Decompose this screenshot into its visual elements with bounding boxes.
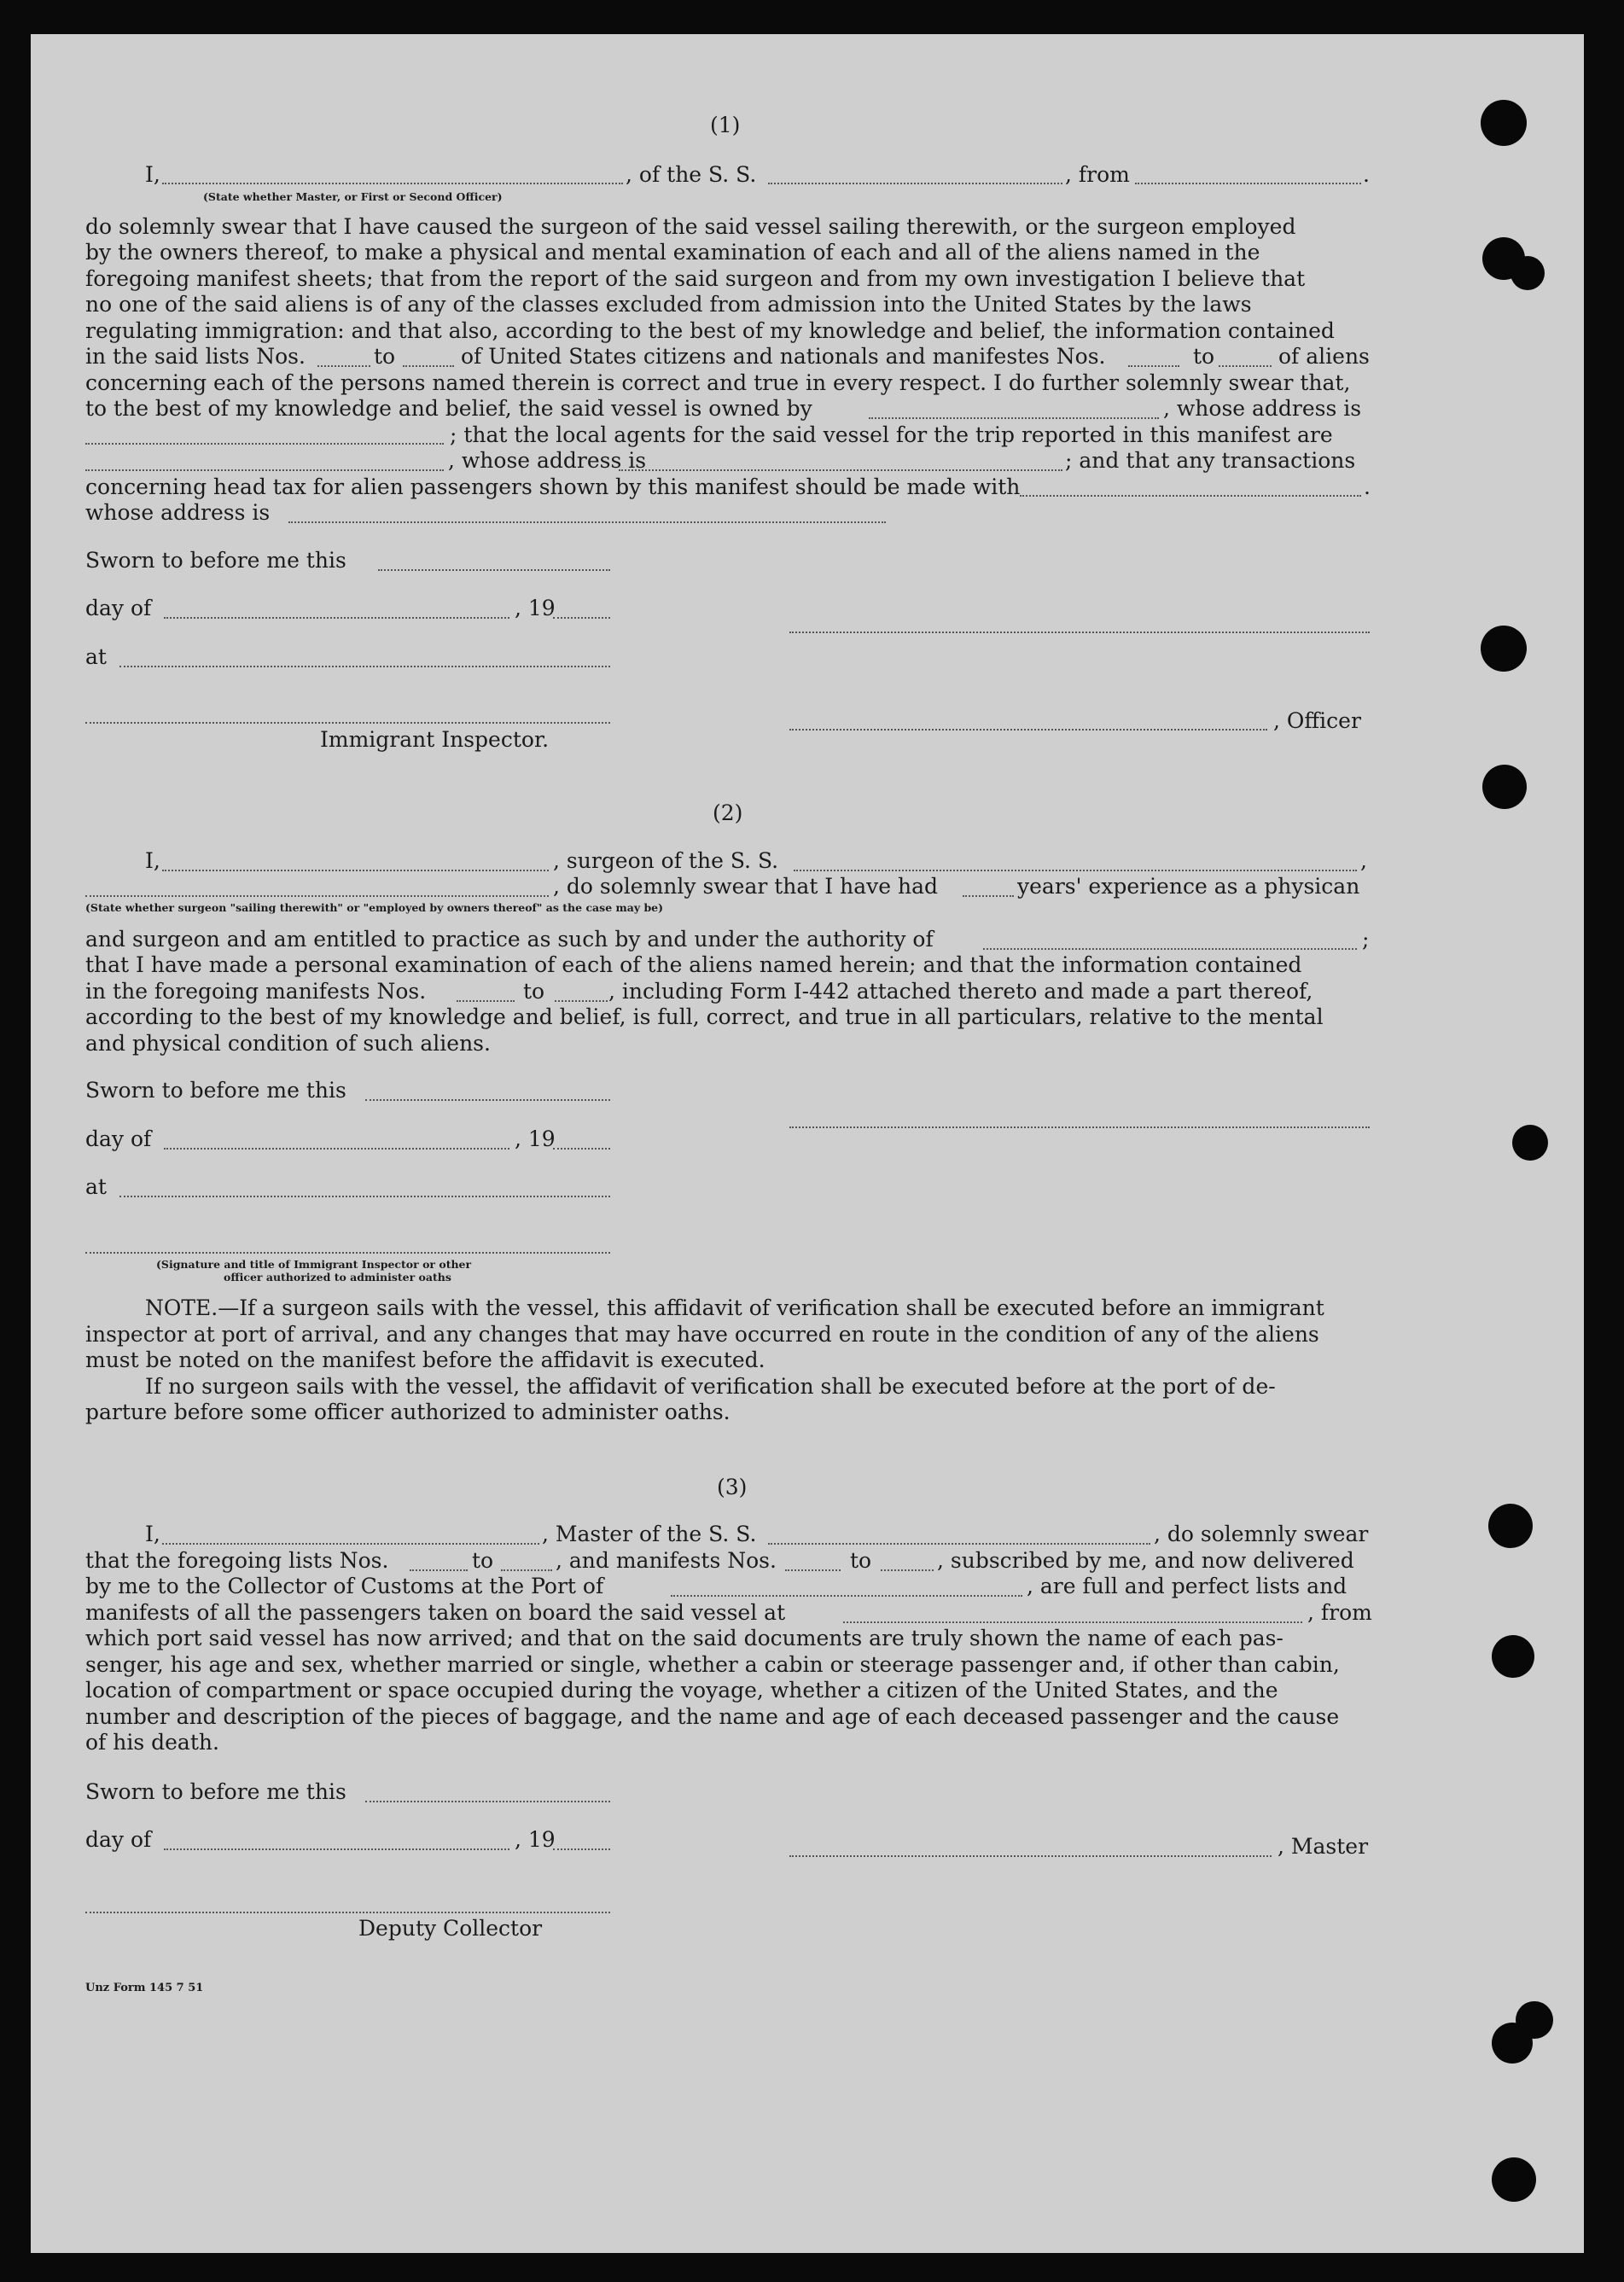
- sworn-place-field[interactable]: [119, 666, 610, 667]
- collector-signature-line[interactable]: [85, 1912, 610, 1913]
- surgeon-signature-line[interactable]: [789, 1126, 1370, 1128]
- s2-body: that I have made a personal examination of each of the aliens named herein; and that the information contained: [85, 952, 1302, 977]
- sworn-day-field[interactable]: [378, 569, 610, 571]
- sworn-label: Sworn to before me this: [85, 548, 346, 573]
- s1-body: regulating immigration: and that also, according to the best of my knowledge and belief, the information contained: [85, 318, 1335, 343]
- surgeon-name-field[interactable]: [162, 870, 549, 871]
- surgeon-status-field[interactable]: [85, 895, 549, 897]
- day-of-label: day of: [85, 596, 152, 620]
- s3-sworn-year-field[interactable]: [553, 1848, 610, 1850]
- s2-inspector-signature-line[interactable]: [85, 1252, 610, 1254]
- s3-body: number and description of the pieces of baggage, and the name and age of each deceased passenger and the cause: [85, 1704, 1340, 1729]
- s1-body: to the best of my knowledge and belief, the said vessel is owned by: [85, 396, 812, 421]
- s2-sworn-month-field[interactable]: [164, 1148, 509, 1150]
- owner-field[interactable]: [869, 417, 1159, 419]
- punch-hole: [1492, 2023, 1533, 2064]
- s3-vessel-field[interactable]: [768, 1543, 1150, 1545]
- s3-lists-to-field[interactable]: [501, 1569, 552, 1571]
- s3-body: by me to the Collector of Customs at the Port of: [85, 1574, 604, 1598]
- s1-body: of aliens: [1278, 344, 1370, 369]
- officer-label: , Officer: [1273, 708, 1361, 733]
- manifests-from-field[interactable]: [1128, 365, 1179, 367]
- surgeon-vessel-field[interactable]: [794, 870, 1357, 871]
- note-text: must be noted on the manifest before the affidavit is executed.: [85, 1348, 765, 1372]
- s3-body: manifests of all the passengers taken on board the said vessel at: [85, 1600, 786, 1625]
- s1-body: , whose address is: [1163, 396, 1362, 421]
- note-text: NOTE.—If a surgeon sails with the vessel, this affidavit of verification shall be executed before an immigrant: [145, 1295, 1324, 1320]
- s2-body: I,: [145, 848, 160, 873]
- s1-body: ; and that any transactions: [1065, 448, 1356, 473]
- s3-master-name-field[interactable]: [162, 1543, 539, 1545]
- port-from-field[interactable]: [1135, 183, 1361, 184]
- inspector-signature-line[interactable]: [85, 722, 610, 724]
- s3-body: , Master of the S. S.: [542, 1522, 757, 1546]
- s3-body: which port said vessel has now arrived; and that on the said documents are truly shown the name of each pas-: [85, 1626, 1283, 1650]
- day-of-label: day of: [85, 1827, 152, 1852]
- punch-hole: [1492, 2157, 1536, 2202]
- authority-field[interactable]: [983, 948, 1357, 950]
- sworn-label: Sworn to before me this: [85, 1779, 346, 1804]
- s2-note: (State whether surgeon "sailing therewith" or "employed by owners thereof" as the case may be): [85, 901, 664, 914]
- punch-hole: [1510, 256, 1545, 290]
- year-label: , 19: [515, 1126, 556, 1151]
- boarding-port-field[interactable]: [843, 1621, 1302, 1623]
- punch-hole: [1488, 1504, 1533, 1548]
- day-of-label: day of: [85, 1126, 152, 1151]
- punch-hole: [1481, 100, 1527, 146]
- s1-i: I,: [145, 162, 160, 187]
- s3-manifests-from-field[interactable]: [785, 1569, 841, 1571]
- vessel-name-field[interactable]: [768, 183, 1062, 184]
- s3-sworn-day-field[interactable]: [365, 1801, 610, 1802]
- s2-body: years' experience as a physican: [1017, 874, 1360, 899]
- s1-body: concerning each of the persons named therein is correct and true in every respect. I do further solemnly swear that,: [85, 370, 1351, 395]
- s1-from: , from: [1065, 162, 1130, 187]
- note-text: If no surgeon sails with the vessel, the affidavit of verification shall be executed before at the port of de-: [145, 1374, 1276, 1399]
- s3-body: to: [472, 1548, 494, 1573]
- s1-body: whose address is: [85, 500, 271, 525]
- s2-sworn-day-field[interactable]: [365, 1099, 610, 1101]
- s2-body: and physical condition of such aliens.: [85, 1031, 491, 1056]
- note-text: parture before some officer authorized to administer oaths.: [85, 1400, 731, 1424]
- years-experience-field[interactable]: [963, 895, 1014, 897]
- s1-body: in the said lists Nos.: [85, 344, 306, 369]
- s2-sworn-place-field[interactable]: [119, 1196, 610, 1197]
- lists-to-field[interactable]: [403, 365, 454, 367]
- s3-body: to: [850, 1548, 872, 1573]
- head-tax-contact-field[interactable]: [1020, 495, 1361, 497]
- s1-body: to: [374, 344, 396, 369]
- s2-sworn-year-field[interactable]: [553, 1148, 610, 1150]
- s1-body: to: [1193, 344, 1215, 369]
- form-id: Unz Form 145 7 51: [85, 1982, 204, 1994]
- s1-body: , whose address is: [448, 448, 647, 473]
- s3-body: location of compartment or space occupied during the voyage, whether a citizen of the United States, and the: [85, 1678, 1278, 1703]
- s3-body: that the foregoing lists Nos.: [85, 1548, 389, 1573]
- s3-sworn-month-field[interactable]: [164, 1848, 509, 1850]
- owner-address-field[interactable]: [85, 443, 444, 445]
- port-of-field[interactable]: [671, 1595, 1022, 1597]
- s1-body: concerning head tax for alien passengers shown by this manifest should be made with: [85, 474, 1021, 499]
- s3-body: , do solemnly swear: [1154, 1522, 1369, 1546]
- s1-body: of United States citizens and nationals and manifestes Nos.: [461, 344, 1106, 369]
- s1-end: .: [1363, 162, 1370, 187]
- s1-body: ; that the local agents for the said vessel for the trip reported in this manifest are: [450, 422, 1333, 447]
- master-label: , Master: [1278, 1834, 1369, 1859]
- s2-body: in the foregoing manifests Nos.: [85, 979, 427, 1004]
- lists-from-field[interactable]: [317, 365, 370, 367]
- deputy-collector-label: Deputy Collector: [358, 1916, 543, 1941]
- head-tax-address-field[interactable]: [288, 521, 886, 523]
- manifests-to-field[interactable]: [1219, 365, 1272, 367]
- s3-body: senger, his age and sex, whether married or single, whether a cabin or steerage passenger and, if other than cabin,: [85, 1652, 1340, 1677]
- immigrant-inspector-label: Immigrant Inspector.: [320, 727, 550, 752]
- at-label: at: [85, 1174, 107, 1199]
- section-2-number: (2): [713, 800, 743, 825]
- s2-body: ,: [1360, 848, 1367, 873]
- sworn-label: Sworn to before me this: [85, 1078, 346, 1103]
- master-signature-line[interactable]: [789, 1855, 1272, 1857]
- s2-body: , including Form I-442 attached thereto and made a part thereof,: [608, 979, 1313, 1004]
- officer-title-line[interactable]: [789, 729, 1267, 731]
- punch-hole: [1482, 765, 1527, 809]
- s3-lists-from-field[interactable]: [410, 1569, 468, 1571]
- signature-caption: officer authorized to administer oaths: [224, 1271, 451, 1284]
- section-3-number: (3): [717, 1475, 748, 1499]
- s2-body: according to the best of my knowledge and belief, is full, correct, and true in all particulars, relative to the mental: [85, 1004, 1324, 1029]
- master-name-field[interactable]: [162, 183, 623, 184]
- s1-body: foregoing manifest sheets; that from the report of the said surgeon and from my own investigation I believe that: [85, 266, 1306, 291]
- agents-address-field[interactable]: [619, 469, 1062, 471]
- s3-body: , subscribed by me, and now delivered: [937, 1548, 1354, 1573]
- s2-body: and surgeon and am entitled to practice as such by and under the authority of: [85, 927, 934, 952]
- sworn-year-field[interactable]: [553, 617, 610, 619]
- s3-body: , are full and perfect lists and: [1027, 1574, 1348, 1598]
- year-label: , 19: [515, 1827, 556, 1852]
- s3-body: , and manifests Nos.: [556, 1548, 777, 1573]
- s2-body: to: [523, 979, 545, 1004]
- punch-hole: [1492, 1635, 1534, 1678]
- year-label: , 19: [515, 596, 556, 620]
- s1-body: by the owners thereof, to make a physical and mental examination of each and all of the aliens named in the: [85, 240, 1260, 265]
- officer-signature-line[interactable]: [789, 632, 1370, 633]
- agents-field[interactable]: [85, 469, 444, 471]
- s1-body: do solemnly swear that I have caused the surgeon of the said vessel sailing therewith, or the surgeon employed: [85, 214, 1296, 239]
- s3-body: of his death.: [85, 1730, 219, 1755]
- s3-manifests-to-field[interactable]: [881, 1569, 934, 1571]
- section-1-number: (1): [710, 113, 741, 137]
- signature-caption: (Signature and title of Immigrant Inspector or other: [156, 1258, 472, 1271]
- s1-note: (State whether Master, or First or Second Officer): [203, 190, 503, 203]
- s2-manifests-to-field[interactable]: [555, 1000, 608, 1002]
- s2-body: , do solemnly swear that I have had: [553, 874, 939, 899]
- s2-manifests-from-field[interactable]: [457, 1000, 515, 1002]
- punch-hole: [1481, 626, 1527, 672]
- punch-hole: [1512, 1125, 1548, 1161]
- s1-body: no one of the said aliens is of any of the classes excluded from admission into the United States by the laws: [85, 292, 1252, 317]
- s1-of-ss: , of the S. S.: [626, 162, 757, 187]
- at-label: at: [85, 644, 107, 669]
- s2-body: , surgeon of the S. S.: [553, 848, 779, 873]
- s3-body: I,: [145, 1522, 160, 1546]
- note-text: inspector at port of arrival, and any changes that may have occurred en route in the condition of any of the aliens: [85, 1322, 1319, 1347]
- sworn-month-field[interactable]: [164, 617, 509, 619]
- s2-body: ;: [1362, 927, 1370, 952]
- s1-body: .: [1364, 474, 1371, 499]
- s3-body: , from: [1307, 1600, 1372, 1625]
